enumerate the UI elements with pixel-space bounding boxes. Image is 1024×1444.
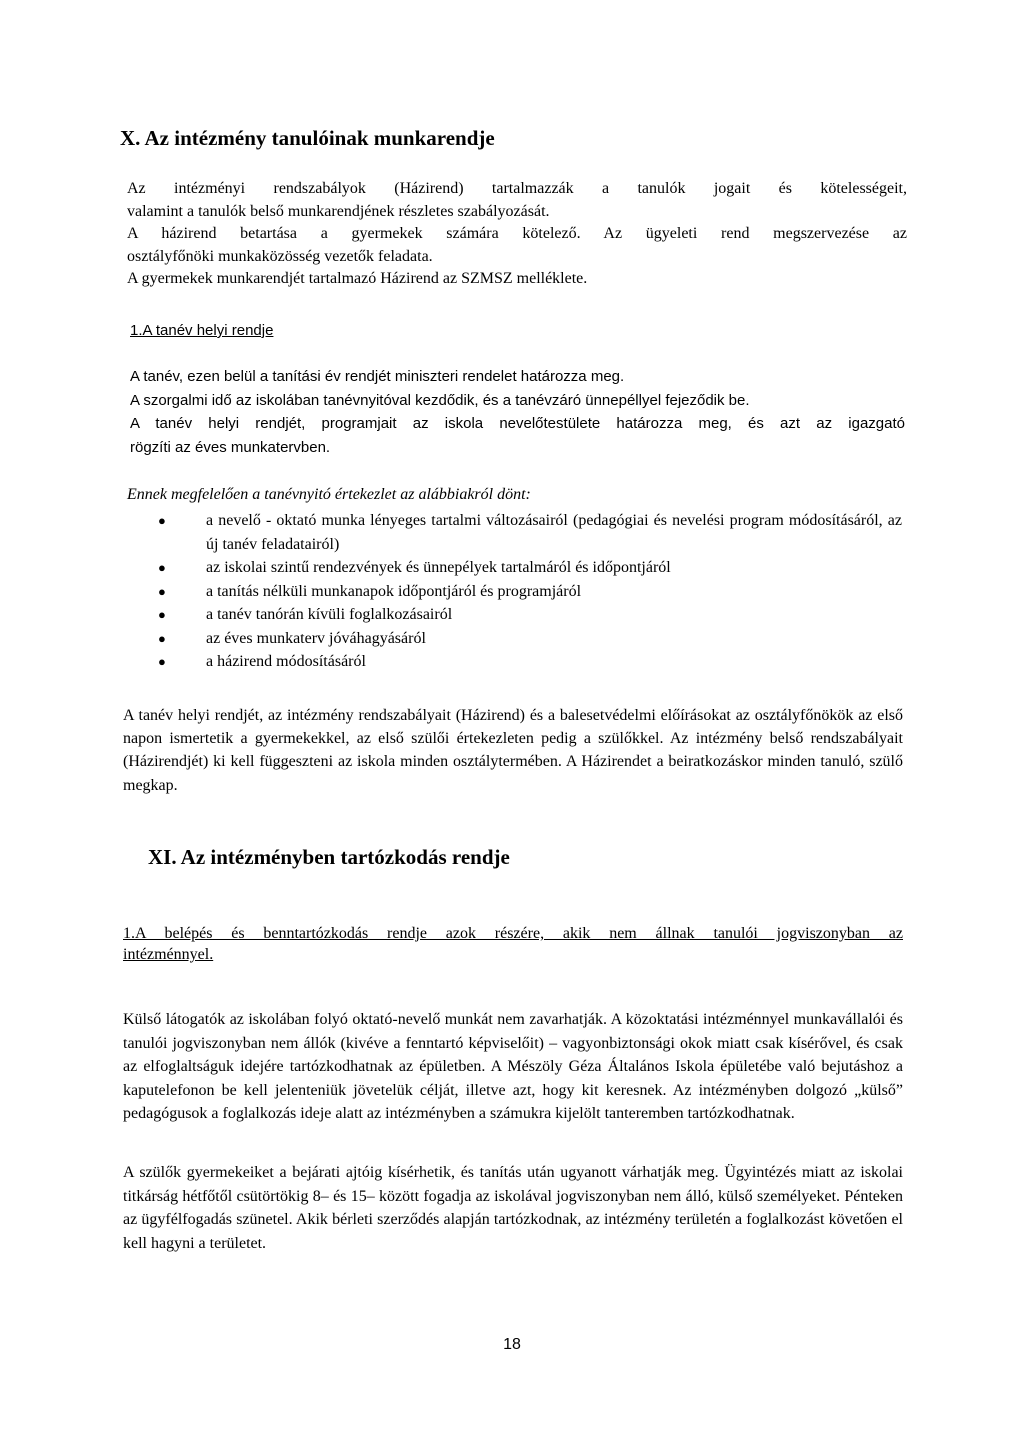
section-x-sub1-heading: 1.A tanév helyi rendje	[130, 322, 274, 339]
sub1-line: A szorgalmi idő az iskolában tanévnyitóval kezdődik, és a tanévzáró ünnepéllyel fejeződik be.	[130, 391, 750, 409]
intro-line: Az intézményi rendszabályok (Házirend) tartalmazzák a tanulók jogait és kötelességeit,	[127, 180, 907, 197]
bullet-icon: ●	[158, 630, 166, 646]
list-item-text: az iskolai szintű rendezvények és ünnepélyek tartalmáról és időpontjáról	[206, 559, 671, 576]
intro-line: valamint a tanulók belső munkarendjének részletes szabályozását.	[127, 202, 550, 220]
heading-line: intézménnyel.	[123, 946, 214, 963]
bullet-icon: ●	[158, 607, 166, 622]
sub1-line: A tanév helyi rendjét, programjait az iskola nevelőtestülete határozza meg, és azt az igazgató	[130, 415, 905, 432]
bullet-icon: ●	[158, 513, 166, 528]
sub1-line: A tanév, ezen belül a tanítási év rendjét miniszteri rendelet határozza meg.	[130, 368, 625, 385]
section-xi-paragraph-2: A szülők gyermekeiket a bejárati ajtóig kísérhetik, és tanítás után ugyanott várhatják meg. Ügyintézés miatt az iskolai titkárság hétfőtől csütörtökig 8– és 15– között fogadja az iskolával jogviszonyban nem álló, külső személyeket. Pénteken az ügyfélfogadás szünetel. Akik bérleti szerződés alapján tartózkodnak, az intézmény területén a foglalkozást követően el kell hagyni a területet.	[123, 1164, 903, 1252]
list-item-text: a házirend módosításáról	[206, 653, 366, 670]
decision-list	[158, 509, 902, 674]
intro-line: A házirend betartása a gyermekek számára kötelező. Az ügyeleti rend megszervezése az	[127, 225, 907, 243]
section-xi-title: XI. Az intézményben tartózkodás rendje	[148, 845, 510, 869]
list-item-text: a tanév tanórán kívüli foglalkozásairól	[206, 606, 453, 623]
intro-line: osztályfőnöki munkaközösség vezetők feladata.	[127, 247, 433, 265]
bullet-icon: ●	[158, 654, 166, 669]
section-x-sub1-body	[130, 365, 905, 459]
bullet-icon: ●	[158, 560, 166, 575]
section-x-intro	[127, 178, 907, 291]
list-item	[158, 603, 902, 627]
page-number: 18	[503, 1336, 521, 1353]
list-item-text: a tanítás nélküli munkanapok időpontjáról és programjáról	[206, 582, 582, 600]
sub1-line: rögzíti az éves munkatervben.	[130, 438, 331, 456]
decision-intro: Ennek megfelelően a tanévnyitó értekezlet az alábbiakról dönt:	[127, 486, 531, 503]
list-item-text: a nevelő - oktató munka lényeges tartalmi változásairól (pedagógiai és nevelési program módosításáról, az új tanév feladatairól)	[206, 512, 902, 553]
intro-line: A gyermekek munkarendjét tartalmazó Házirend az SZMSZ melléklete.	[127, 270, 588, 288]
section-xi-paragraph-1: Külső látogatók az iskolában folyó oktató-nevelő munkát nem zavarhatják. A közoktatási intézménnyel munkavállalói és tanulói jogviszonyban nem állók (kivéve a fenntartó képviselőit) – vagyonbiztonsági okok miatt csak kísérővel, és csak az elfoglaltságuk idejére tartózkodhatnak az épületben. A Mészöly Géza Általános Iskola épületébe való bejutáshoz a kaputelefonon be kell jelenteniük jövetelük célját, illetve azt, hogy kit keresnek. Az intézményben dolgozó „külső” pedagógusok a foglalkozás ideje alatt az intézményben a számukra kijelölt tanteremben tartózkodhatnak.	[123, 1011, 903, 1123]
list-item	[158, 627, 902, 651]
list-item-text: az éves munkaterv jóváhagyásáról	[206, 629, 426, 647]
list-item	[158, 580, 902, 604]
section-x-title: X. Az intézmény tanulóinak munkarendje	[120, 126, 495, 150]
closing-paragraph: A tanév helyi rendjét, az intézmény rendszabályait (Házirend) és a balesetvédelmi előírásokat az osztályfőnökök az első napon ismertetik a gyermekekkel, az első szülői értekezleten pedig a szülőkkel. Az intézmény belső rendszabályait (Házirendjét) ki kell függeszteni az iskola minden osztálytermében. A Házirendet a beiratkozáskor minden tanuló, szülő megkap.	[123, 707, 903, 794]
section-xi-sub1-heading	[123, 923, 903, 965]
heading-line: 1.A belépés és benntartózkodás rendje azok részére, akik nem állnak tanulói jogviszonyban az	[123, 925, 903, 942]
list-item	[158, 509, 902, 556]
list-item	[158, 556, 902, 580]
list-item	[158, 650, 902, 674]
bullet-icon: ●	[158, 583, 166, 599]
